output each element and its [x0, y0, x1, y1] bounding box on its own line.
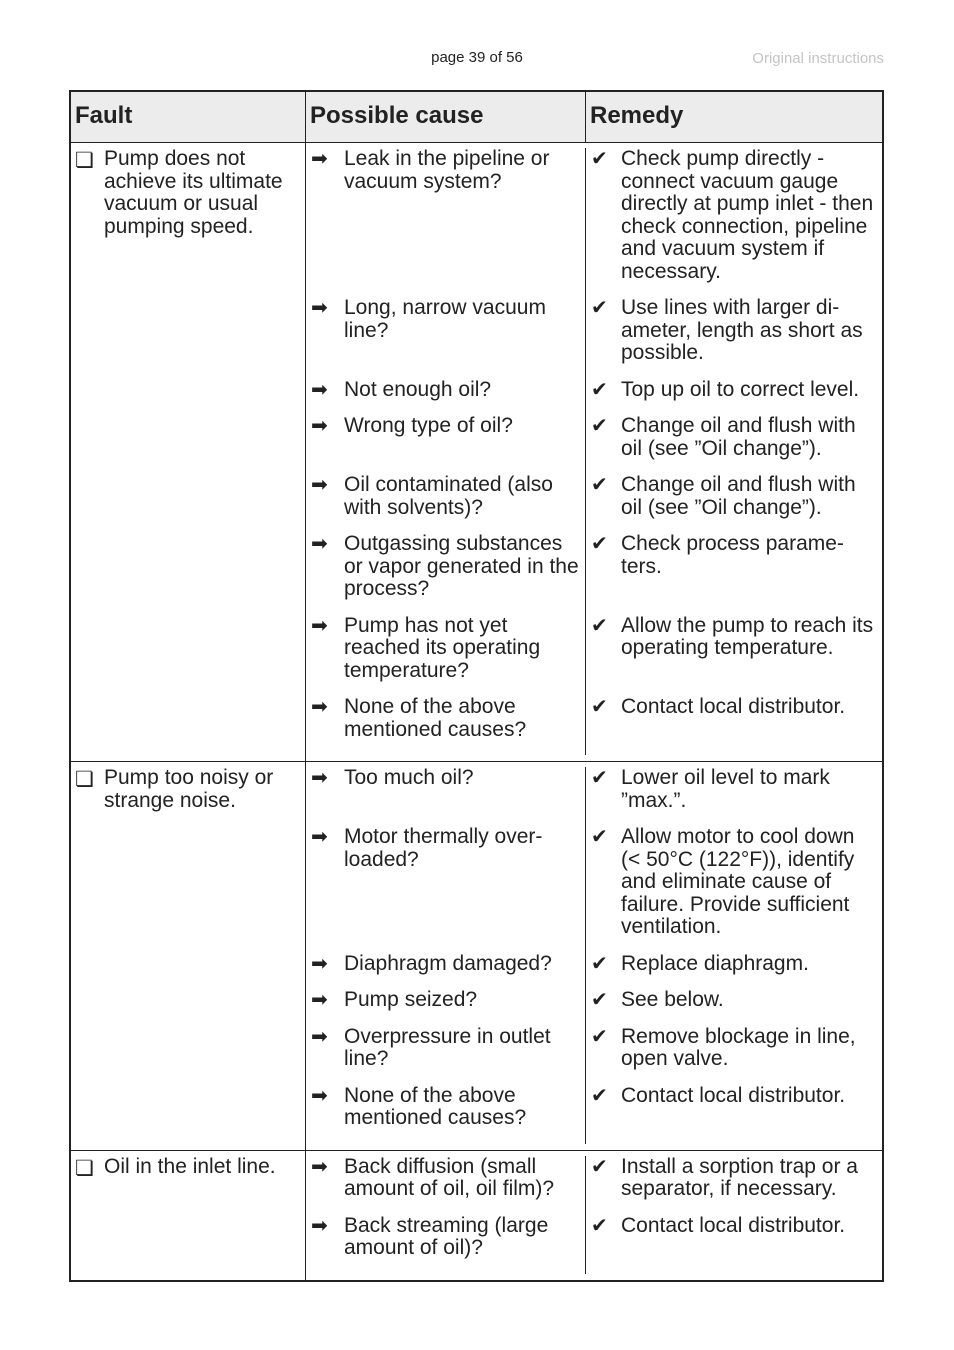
- remedy-text: Check process parame-ters.: [621, 532, 844, 578]
- table-header: [71, 92, 882, 143]
- cause-cell: [306, 696, 586, 755]
- checkbox-icon: ❏: [75, 768, 94, 791]
- table-row: [306, 826, 882, 953]
- check-icon: ✔: [591, 696, 608, 718]
- table-row: [306, 767, 882, 826]
- check-icon: ✔: [591, 1084, 608, 1107]
- arrow-right-icon: ➡: [311, 1155, 328, 1178]
- header-possible-cause: Possible cause: [306, 92, 586, 142]
- remedy-text: Change oil and flush with oil (see ”Oil change”).: [621, 414, 856, 460]
- remedy-cell: [586, 148, 882, 297]
- cause-text: Outgassing substances or vapor generated in the process?: [344, 532, 579, 600]
- remedy-text: Lower oil level to mark ”max.”.: [621, 766, 830, 812]
- check-icon: ✔: [591, 415, 608, 437]
- cause-text: Wrong type of oil?: [344, 414, 513, 437]
- cause-cell: [306, 953, 586, 990]
- cause-cell: [306, 615, 586, 697]
- table-row: [306, 474, 882, 533]
- arrow-right-icon: ➡: [311, 1084, 328, 1107]
- cause-cell: [306, 533, 586, 615]
- cause-cell: [306, 1215, 586, 1274]
- cause-text: Leak in the pipeline or vacuum system?: [344, 147, 550, 193]
- check-icon: ✔: [591, 952, 608, 975]
- fault-cell: [71, 1151, 306, 1280]
- table-row: [306, 1215, 882, 1274]
- cause-text: None of the above mentioned causes?: [344, 695, 527, 741]
- check-icon: ✔: [591, 826, 608, 848]
- remedy-cell: [586, 379, 882, 416]
- header-remedy: Remedy: [590, 102, 684, 129]
- table-row: [306, 533, 882, 615]
- remedy-text: See below.: [621, 988, 724, 1011]
- arrow-right-icon: ➡: [311, 614, 328, 637]
- check-icon: ✔: [591, 474, 608, 496]
- fault-cell: [71, 143, 306, 761]
- remedy-text: Top up oil to correct level.: [621, 377, 860, 401]
- remedy-text: Change oil and flush with oil (see ”Oil change”).: [621, 473, 856, 519]
- original-instructions-note: Original instructions: [752, 50, 884, 67]
- remedy-cell: [586, 533, 882, 615]
- arrow-right-icon: ➡: [311, 415, 328, 437]
- fault-cell: [71, 762, 306, 1150]
- cause-text: Long, narrow vacuum line?: [344, 296, 546, 342]
- remedy-text: Contact local distributor.: [621, 1213, 846, 1237]
- remedy-cell: [586, 297, 882, 379]
- remedy-cell: [586, 1026, 882, 1085]
- checkbox-icon: ❏: [75, 1156, 94, 1180]
- cause-cell: [306, 297, 586, 379]
- arrow-right-icon: ➡: [311, 696, 328, 718]
- arrow-right-icon: ➡: [311, 989, 328, 1011]
- fault-text: Oil in the inlet line.: [104, 1154, 276, 1178]
- arrow-right-icon: ➡: [311, 378, 328, 401]
- arrow-right-icon: ➡: [311, 533, 328, 555]
- check-icon: ✔: [591, 148, 608, 170]
- arrow-right-icon: ➡: [311, 952, 328, 975]
- header-fault: Fault: [71, 92, 306, 142]
- table-row: [306, 415, 882, 474]
- cause-text: Motor thermally over-loaded?: [344, 825, 543, 871]
- remedy-cell: [586, 1085, 882, 1144]
- cause-text: Back streaming (large amount of oil)?: [344, 1213, 549, 1259]
- remedy-cell: [586, 953, 882, 990]
- arrow-right-icon: ➡: [311, 826, 328, 848]
- table-row: [306, 1156, 882, 1215]
- remedy-text: Install a sorption trap or a separator, if necessary.: [621, 1154, 858, 1200]
- cause-cell: [306, 826, 586, 953]
- cause-cell: [306, 415, 586, 474]
- check-icon: ✔: [591, 1025, 608, 1048]
- check-icon: ✔: [591, 1214, 608, 1237]
- remedy-text: Check pump directly - connect vacuum gauge directly at pump inlet - then check connection, pipeline and vacuum system if necessary.: [621, 147, 874, 283]
- checkbox-icon: ❏: [75, 149, 94, 172]
- table-row: [306, 615, 882, 697]
- remedy-cell: [586, 1156, 882, 1215]
- table-body: [71, 143, 882, 1280]
- cause-cell: [306, 989, 586, 1026]
- fault-text: Pump does not achieve its ultimate vacuum or usual pumping speed.: [104, 147, 283, 238]
- fault-text: Pump too noisy or strange noise.: [104, 766, 274, 812]
- remedy-text: Use lines with larger di-ameter, length as short as possible.: [621, 296, 863, 364]
- fault-group: [71, 143, 882, 762]
- remedy-text: Contact local distributor.: [621, 1083, 846, 1107]
- remedy-text: Contact local distributor.: [621, 695, 846, 718]
- fault-group: [71, 1151, 882, 1280]
- remedy-text: Replace diaphragm.: [621, 951, 809, 975]
- cause-text: Diaphragm damaged?: [344, 951, 552, 975]
- check-icon: ✔: [591, 989, 608, 1011]
- cause-text: Not enough oil?: [344, 377, 492, 401]
- cause-text: Pump has not yet reached its operating temperature?: [344, 613, 541, 682]
- cause-text: Back diffusion (small amount of oil, oil film)?: [344, 1154, 555, 1200]
- remedy-cell: [586, 615, 882, 697]
- cause-cell: [306, 1026, 586, 1085]
- table-row: [306, 297, 882, 379]
- remedy-text: Allow the pump to reach its operating temperature.: [621, 613, 874, 659]
- remedy-cell: [586, 696, 882, 755]
- arrow-right-icon: ➡: [311, 1214, 328, 1237]
- table-row: [306, 148, 882, 297]
- cause-text: Oil contaminated (also with solvents)?: [344, 473, 553, 519]
- cause-cell: [306, 767, 586, 826]
- troubleshooting-table: [69, 90, 884, 1282]
- arrow-right-icon: ➡: [311, 1025, 328, 1048]
- table-row: [306, 953, 882, 990]
- cause-text: None of the above mentioned causes?: [344, 1083, 527, 1129]
- check-icon: ✔: [591, 533, 608, 555]
- cause-text: Overpressure in outlet line?: [344, 1024, 551, 1070]
- arrow-right-icon: ➡: [311, 474, 328, 496]
- cause-text: Too much oil?: [344, 766, 474, 789]
- cause-cell: [306, 1156, 586, 1215]
- table-row: [306, 379, 882, 416]
- cause-text: Pump seized?: [344, 988, 478, 1011]
- check-icon: ✔: [591, 297, 608, 319]
- remedy-cell: [586, 1215, 882, 1274]
- arrow-right-icon: ➡: [311, 297, 328, 319]
- cause-cell: [306, 1085, 586, 1144]
- check-icon: ✔: [591, 1155, 608, 1178]
- table-row: [306, 989, 882, 1026]
- remedy-cell: [586, 415, 882, 474]
- check-icon: ✔: [591, 767, 608, 789]
- remedy-cell: [586, 989, 882, 1026]
- arrow-right-icon: ➡: [311, 767, 328, 789]
- remedy-cell: [586, 474, 882, 533]
- remedy-text: Allow motor to cool down (< 50°C (122°F)), identify and eliminate cause of failure. Provide sufficient ventilation.: [621, 825, 855, 938]
- remedy-cell: [586, 826, 882, 953]
- remedy-text: Remove blockage in line, open valve.: [621, 1024, 856, 1070]
- cause-cell: [306, 474, 586, 533]
- check-icon: ✔: [591, 614, 608, 637]
- page-number: page 39 of 56: [431, 49, 523, 66]
- arrow-right-icon: ➡: [311, 148, 328, 170]
- table-row: [306, 1026, 882, 1085]
- cause-cell: [306, 148, 586, 297]
- table-row: [306, 1085, 882, 1144]
- remedy-cell: [586, 767, 882, 826]
- table-row: [306, 696, 882, 755]
- check-icon: ✔: [591, 378, 608, 401]
- cause-cell: [306, 379, 586, 416]
- fault-group: [71, 762, 882, 1151]
